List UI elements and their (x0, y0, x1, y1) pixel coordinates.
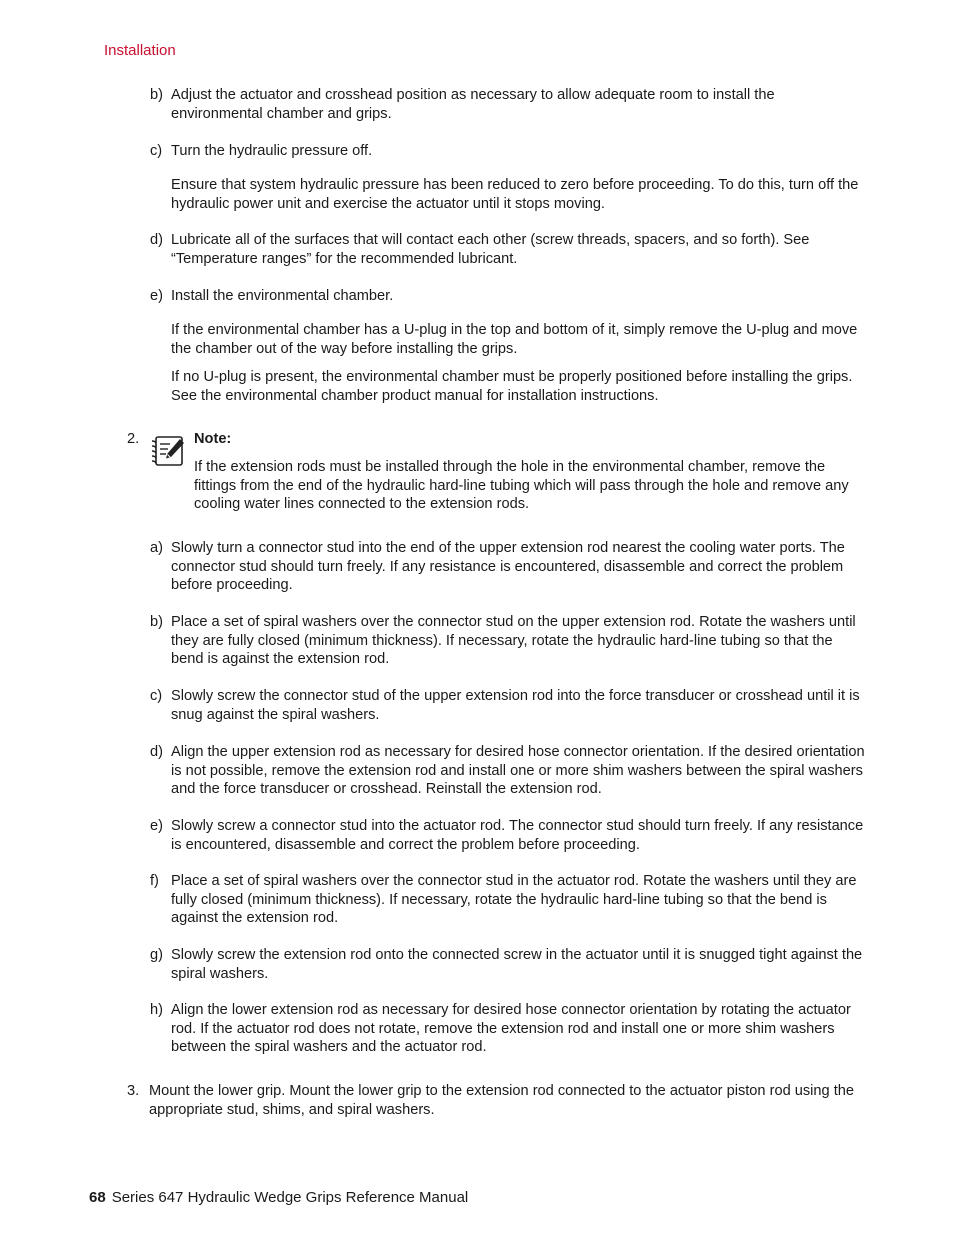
list-label: c) (150, 688, 163, 704)
list-text: Align the lower extension rod as necessary for desired hose connector orientation by rotating the actuator rod. If the actuator rod does not rotate, remove the extension rod and install one or more shim washers between the spiral washers and the actuator rod. (171, 1002, 851, 1056)
list-label: b) (150, 87, 163, 103)
list-label: d) (150, 744, 163, 760)
section-header: Installation (104, 42, 176, 59)
list-text: Lubricate all of the surfaces that will contact each other (screw threads, spacers, and so forth). See “Temperature ranges” for the recommended lubricant. (171, 232, 810, 267)
note-pencil-icon (150, 433, 186, 469)
list-text: Slowly screw a connector stud into the actuator rod. The connector stud should turn freely. If any resistance is encountered, disassemble and correct the problem before proceeding. (171, 818, 864, 853)
step-number: 3. (127, 1083, 140, 1099)
list-label: e) (150, 288, 163, 304)
list-text: Adjust the actuator and crosshead position as necessary to allow adequate room to install the environmental chamber and grips. (171, 87, 775, 122)
list-label: e) (150, 818, 163, 834)
list-text: Install the environmental chamber. (171, 288, 394, 304)
manual-title: Series 647 Hydraulic Wedge Grips Reference Manual (111, 1189, 469, 1206)
list-text: Place a set of spiral washers over the connector stud on the upper extension rod. Rotate the washers until they are fully closed (minimum thickness). If necessary, rotate the hydraulic hard-line tubing so that the bend is against the extension rod. (171, 614, 856, 668)
note-title: Note: (194, 431, 232, 447)
paragraph-text: If the environmental chamber has a U-plug in the top and bottom of it, simply remove the U-plug and move the chamber out of the way before installing the grips. (171, 322, 858, 357)
page-number: 68 (89, 1189, 106, 1206)
list-text: Turn the hydraulic pressure off. (171, 143, 373, 159)
list-text: Slowly screw the extension rod onto the connected screw in the actuator until it is snugged tight against the spiral washers. (171, 947, 863, 982)
list-text: Align the upper extension rod as necessary for desired hose connector orientation. If the desired orientation is not possible, remove the extension rod and install one or more shim washers between the spiral washers and the force transducer or crosshead. Reinstall the extension rod. (171, 744, 865, 798)
list-label: f) (150, 873, 159, 889)
step-text: Mount the lower grip. Mount the lower grip to the extension rod connected to the actuator piston rod using the appropriate stud, shims, and spiral washers. (149, 1083, 854, 1118)
list-label: d) (150, 232, 163, 248)
paragraph-text: If no U-plug is present, the environmental chamber must be properly positioned before installing the grips. See the environmental chamber product manual for installation instructions. (171, 369, 853, 404)
page-footer (89, 1189, 468, 1208)
list-label: g) (150, 947, 163, 963)
paragraph-text: Ensure that system hydraulic pressure has been reduced to zero before proceeding. To do this, turn off the hydraulic power unit and exercise the actuator until it stops moving. (171, 177, 859, 212)
list-label: h) (150, 1002, 163, 1018)
list-text: Slowly screw the connector stud of the upper extension rod into the force transducer or crosshead until it is snug against the spiral washers. (171, 688, 860, 723)
list-text: Slowly turn a connector stud into the end of the upper extension rod nearest the cooling water ports. The connector stud should turn freely. If any resistance is encountered, disassemble and correct the problem before proceeding. (171, 540, 845, 594)
list-label: b) (150, 614, 163, 630)
list-label: c) (150, 143, 163, 159)
list-text: Place a set of spiral washers over the connector stud in the actuator rod. Rotate the washers until they are fully closed (minimum thickness). If necessary, rotate the hydraulic hard-line tubing so that the bend is against the extension rod. (171, 873, 857, 927)
step-number: 2. (127, 431, 140, 447)
list-label: a) (150, 540, 163, 556)
note-text: If the extension rods must be installed through the hole in the environmental chamber, remove the fittings from the end of the hydraulic hard-line tubing which will pass through the hole and remove any cooling water lines connected to the extension rods. (194, 459, 849, 513)
